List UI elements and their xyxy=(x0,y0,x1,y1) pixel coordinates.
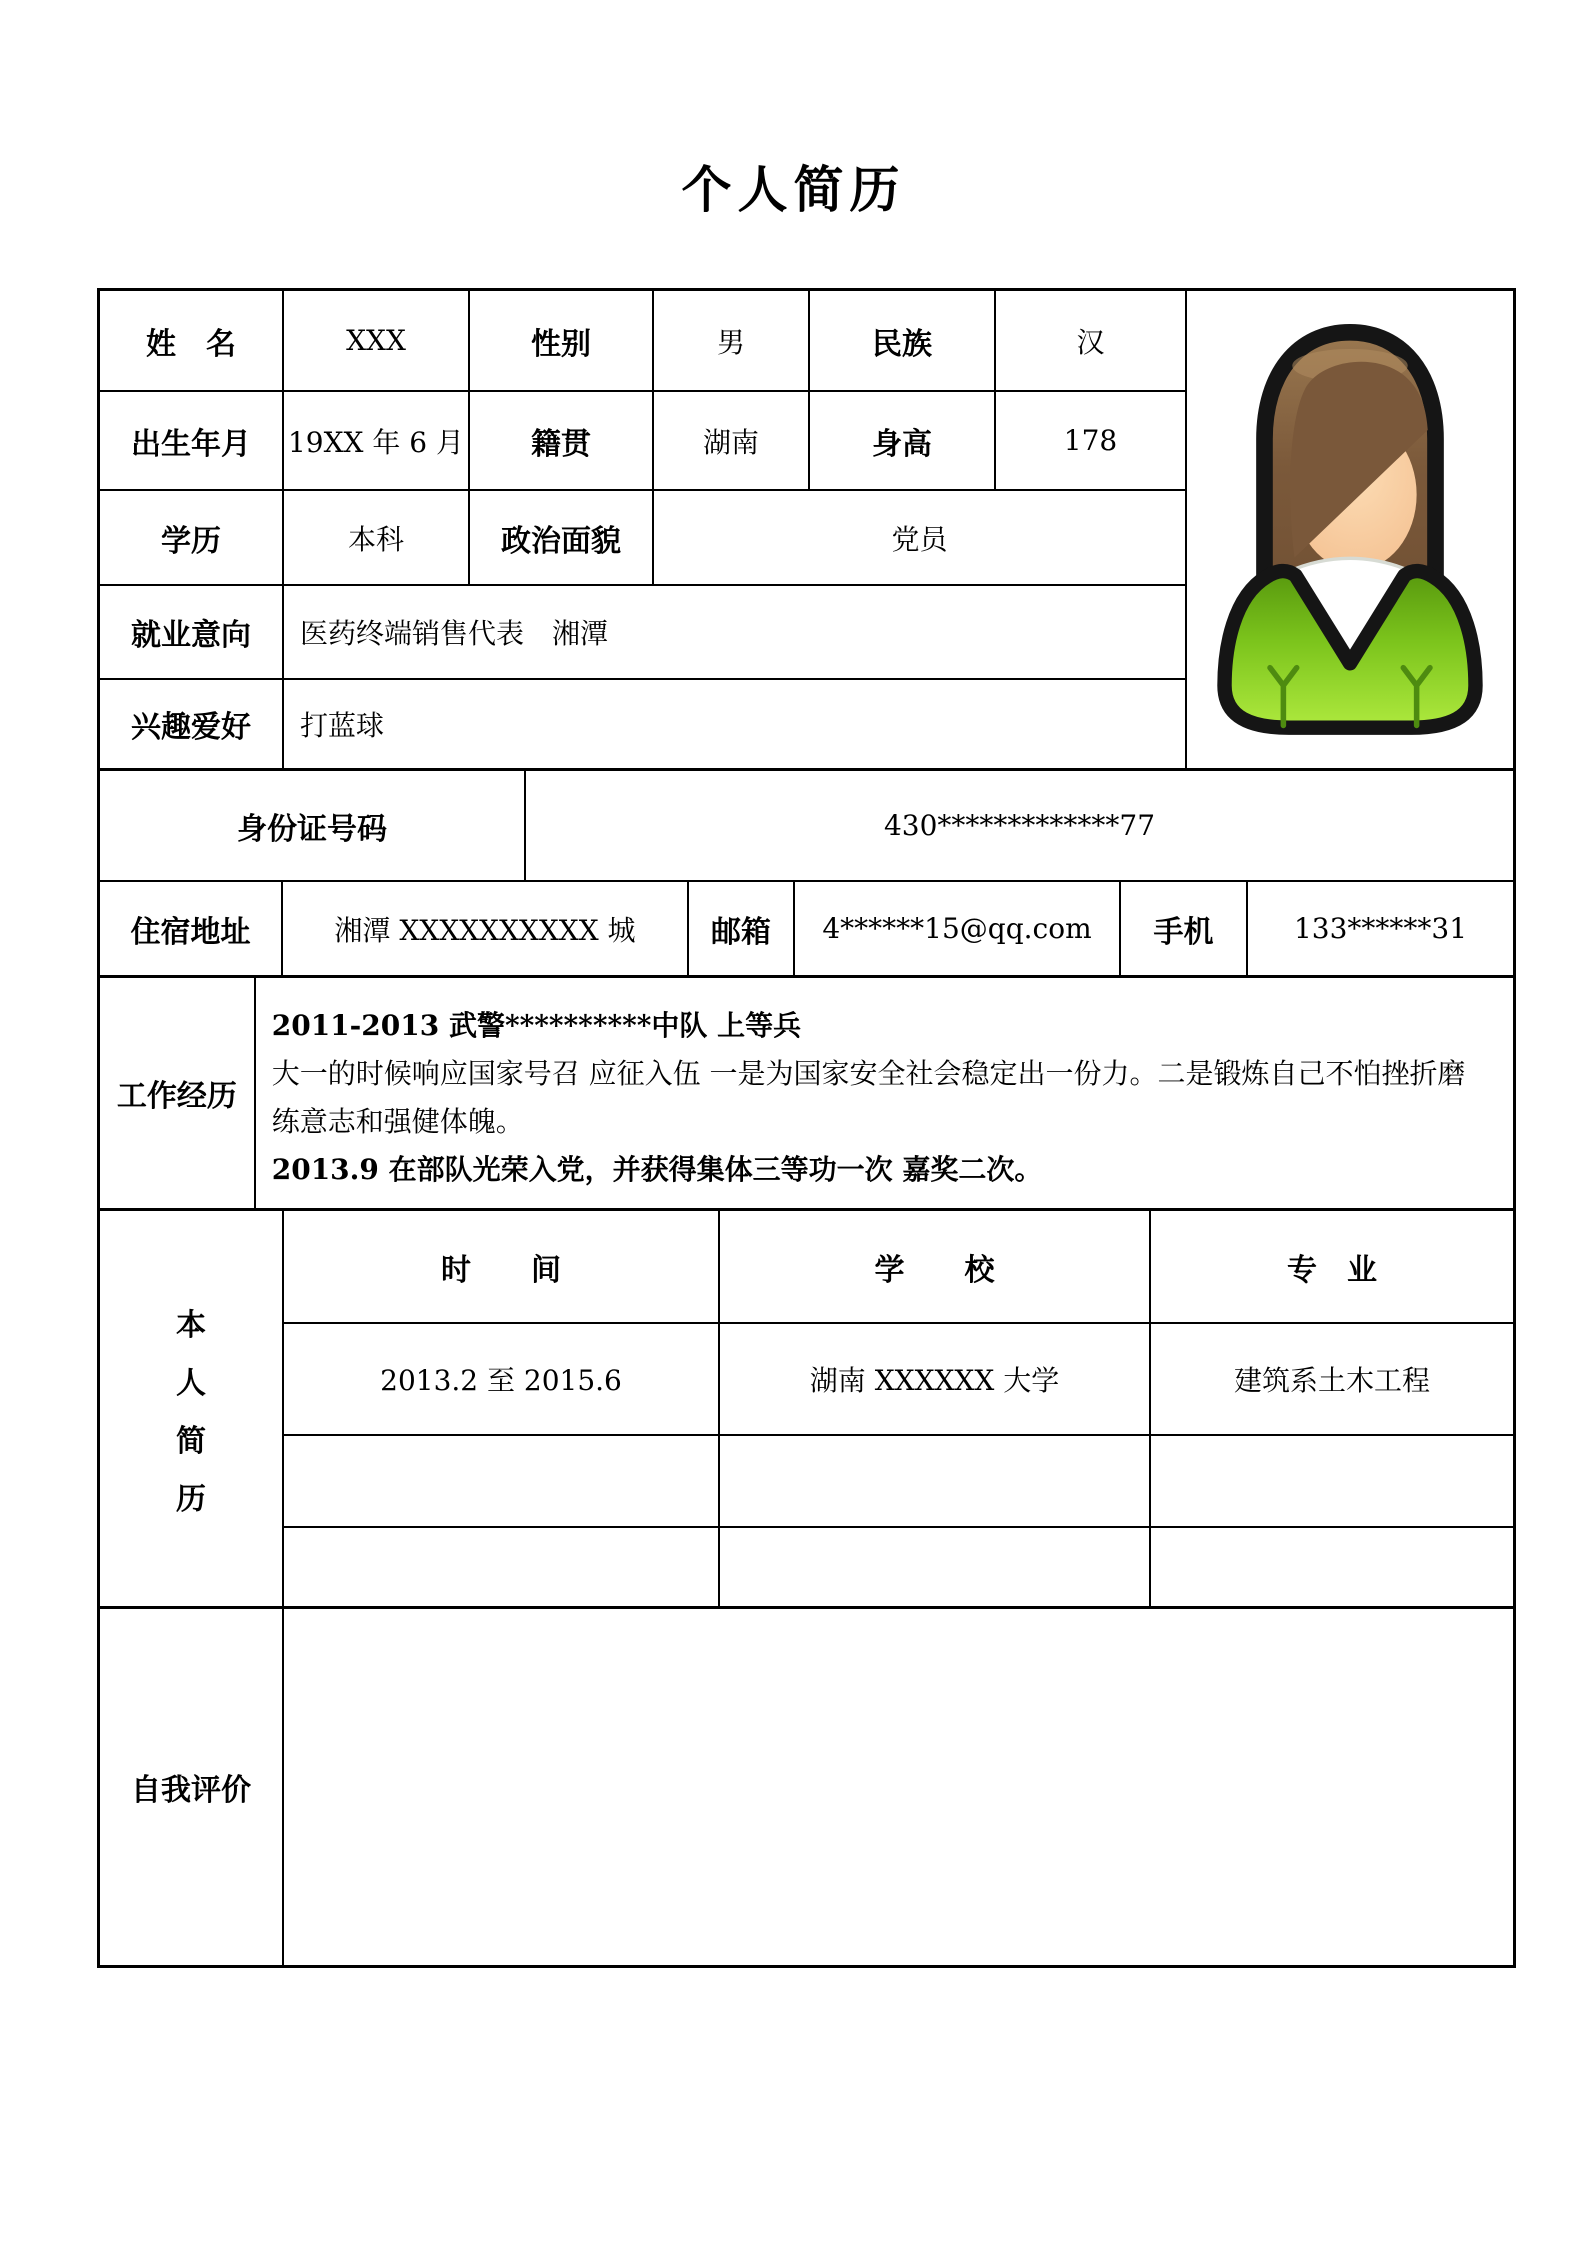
work-experience-label: 工作经历 xyxy=(100,978,256,1208)
gender-value: 男 xyxy=(654,291,810,390)
basic-info-section xyxy=(100,291,1513,771)
name-value: XXX xyxy=(284,291,470,390)
id-number-label: 身份证号码 xyxy=(100,771,526,880)
education-major xyxy=(1151,1528,1513,1606)
education-empty-row xyxy=(284,1528,1513,1606)
hobby-value: 打蓝球 xyxy=(300,709,385,742)
origin-value: 湖南 xyxy=(654,392,810,489)
phone-label: 手机 xyxy=(1121,882,1248,975)
hobby-label: 兴趣爱好 xyxy=(100,680,284,768)
birth-label: 出生年月 xyxy=(100,392,284,489)
education-header-major: 专 业 xyxy=(1287,1252,1377,1288)
row-contact xyxy=(100,882,1513,978)
ethnic-label: 民族 xyxy=(810,291,996,390)
education-value: 本科 xyxy=(284,491,470,584)
work-experience-content xyxy=(256,978,1513,1208)
personal-history-label-char: 本 xyxy=(176,1307,206,1343)
address-value: 湘潭 XXXXXXXXXX 城 xyxy=(283,882,689,975)
row-personal-history xyxy=(100,1211,1513,1609)
intention-value: 医药终端销售代表 湘潭 xyxy=(300,617,609,650)
work-line-3: 2013.9 在部队光荣入党，并获得集体三等功一次 嘉奖二次。 xyxy=(271,1153,1043,1186)
personal-history-label-char: 人 xyxy=(176,1365,206,1401)
phone-value: 133******31 xyxy=(1293,912,1468,945)
education-label: 学历 xyxy=(100,491,284,584)
avatar-icon xyxy=(1200,319,1500,741)
gender-label: 性别 xyxy=(470,291,654,390)
education-header-time: 时 间 xyxy=(284,1211,720,1322)
name-label: 姓 名 xyxy=(100,291,284,390)
birth-value: 19XX 年 6 月 xyxy=(284,392,470,489)
address-label: 住宿地址 xyxy=(100,882,283,975)
row-hobby xyxy=(100,680,1185,768)
ethnic-value: 汉 xyxy=(1076,325,1105,359)
education-time xyxy=(284,1528,720,1606)
origin-label: 籍贯 xyxy=(470,392,654,489)
political-label: 政治面貌 xyxy=(470,491,654,584)
row-self-evaluation xyxy=(100,1609,1513,1965)
education-header-school: 学 校 xyxy=(720,1211,1151,1322)
email-value: 4******15@qq.com xyxy=(795,882,1121,975)
row-birth xyxy=(100,392,1185,491)
personal-history-label-char: 简 xyxy=(176,1423,206,1459)
self-evaluation-label: 自我评价 xyxy=(100,1609,284,1965)
political-value: 党员 xyxy=(891,522,948,556)
row-education xyxy=(100,491,1185,586)
personal-history-label xyxy=(100,1211,284,1606)
education-school xyxy=(720,1436,1151,1526)
page-title: 个人简历 xyxy=(681,160,906,219)
row-name xyxy=(100,291,1185,392)
education-major: 建筑系土木工程 xyxy=(1233,1364,1430,1397)
work-line-2: 大一的时候响应国家号召 应征入伍 一是为国家安全社会稳定出一份力。二是锻炼自己不怕挫折磨练意志和强健体魄。 xyxy=(271,1057,1466,1138)
row-intention xyxy=(100,586,1185,680)
email-label: 邮箱 xyxy=(689,882,795,975)
row-id-number xyxy=(100,771,1513,882)
basic-info-grid xyxy=(100,291,1187,768)
education-school: 湖南 XXXXXX 大学 xyxy=(720,1324,1151,1434)
education-data-row xyxy=(284,1324,1513,1436)
education-major xyxy=(1151,1436,1513,1526)
id-number-value: 430*************77 xyxy=(883,809,1156,842)
height-label: 身高 xyxy=(810,392,996,489)
education-header-row xyxy=(284,1211,1513,1324)
work-line-1: 2011-2013 武警**********中队 上等兵 xyxy=(271,1009,802,1042)
row-work-experience xyxy=(100,978,1513,1211)
photo-cell xyxy=(1187,291,1513,768)
education-time: 2013.2 至 2015.6 xyxy=(284,1324,720,1434)
education-time xyxy=(284,1436,720,1526)
height-value: 178 xyxy=(1063,424,1118,457)
resume-table xyxy=(97,288,1516,1968)
education-table xyxy=(284,1211,1513,1606)
personal-history-label-char: 历 xyxy=(176,1481,206,1517)
education-empty-row xyxy=(284,1436,1513,1528)
self-evaluation-content xyxy=(284,1609,1513,1965)
intention-label: 就业意向 xyxy=(100,586,284,678)
education-school xyxy=(720,1528,1151,1606)
